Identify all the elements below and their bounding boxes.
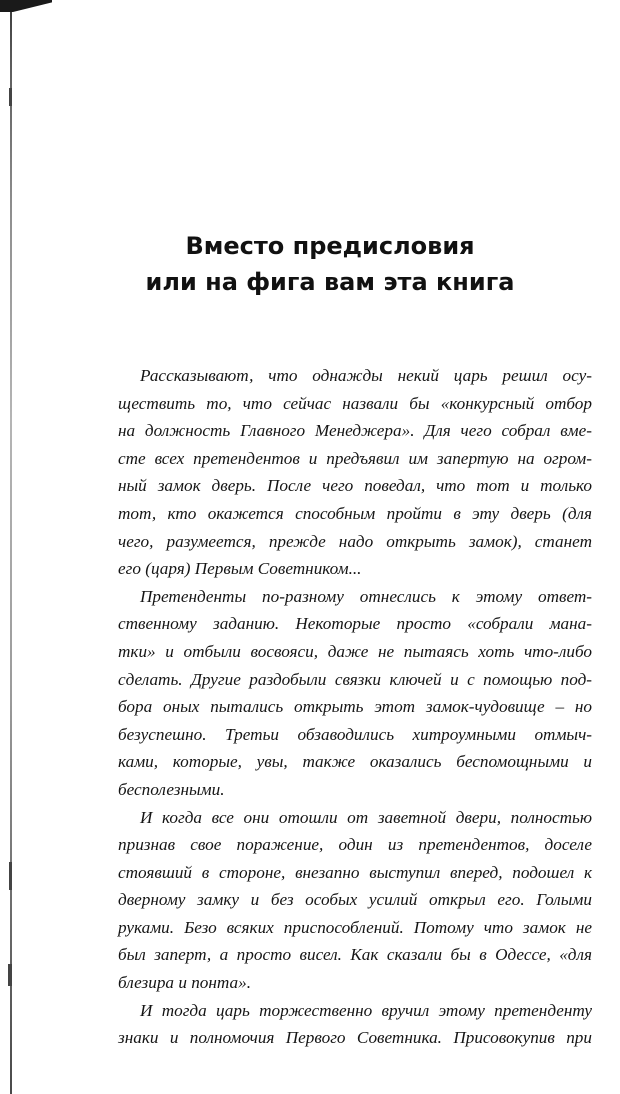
paragraph-line: блезира и понта». — [118, 973, 252, 993]
paragraph-line: бора оных пытались открыть этот замок-чудовище – но — [118, 697, 592, 717]
paragraph-line: Претенденты по-разному отнеслись к этому ответ- — [140, 586, 592, 606]
paragraph-line: ществить то, что сейчас назвали бы «конкурсный отбор — [118, 393, 592, 413]
paragraph-line: сделать. Другие раздобыли связки ключей и с помощью под- — [118, 669, 592, 689]
paragraph-line: чего, разумеется, прежде надо открыть замок), станет — [118, 531, 592, 551]
paragraph-line: знаки и полномочия Первого Советника. Присовокупив при — [118, 1028, 592, 1048]
paragraph-line: дверному замку и без особых усилий открыл его. Голыми — [118, 890, 592, 910]
scan-speck — [8, 964, 12, 986]
paragraph-line: его (царя) Первым Советником... — [118, 559, 362, 579]
paragraph-line: стоявший в стороне, внезапно выступил вперед, подошел к — [118, 862, 592, 882]
chapter-heading-line-1: Вместо предисловия — [185, 232, 475, 260]
scan-corner-mark — [0, 0, 52, 12]
chapter-heading — [110, 228, 550, 300]
paragraph-line: ками, которые, увы, также оказались беспомощными и — [118, 752, 592, 772]
paragraph-line: тки» и отбыли восвояси, даже не пытаясь хоть что-либо — [118, 641, 592, 661]
paragraph-line: был заперт, а просто висел. Как сказали бы в Одессе, «для — [118, 945, 592, 965]
page-binding-edge — [10, 0, 12, 1094]
paragraph-line: руками. Безо всяких приспособлений. Потому что замок не — [118, 917, 592, 937]
chapter-heading-line-2: или на фига вам эта книга — [145, 268, 515, 296]
body-text — [118, 362, 592, 1052]
paragraph-line: И тогда царь торжественно вручил этому претенденту — [140, 1000, 592, 1020]
paragraph-line: признав свое поражение, один из претендентов, доселе — [118, 835, 592, 855]
paragraph-line: И когда все они отошли от заветной двери, полностью — [140, 807, 592, 827]
paragraph-line: безуспешно. Третьи обзаводились хитроумными отмыч- — [118, 724, 592, 744]
paragraph-line: на должность Главного Менеджера». Для чего собрал вме- — [118, 421, 592, 441]
paragraph-line: Рассказывают, что однажды некий царь решил осу- — [140, 366, 592, 385]
paragraph-line: ственному заданию. Некоторые просто «собрали мана- — [118, 614, 592, 634]
scan-speck — [9, 862, 12, 890]
scan-speck — [9, 88, 12, 106]
paragraph-line: сте всех претендентов и предъявил им запертую на огром- — [118, 448, 592, 468]
paragraph-line: тот, кто окажется способным пройти в эту дверь (для — [118, 503, 592, 523]
paragraph-line: бесполезными. — [118, 779, 225, 799]
paragraph-line: ный замок дверь. После чего поведал, что тот и только — [118, 476, 592, 496]
